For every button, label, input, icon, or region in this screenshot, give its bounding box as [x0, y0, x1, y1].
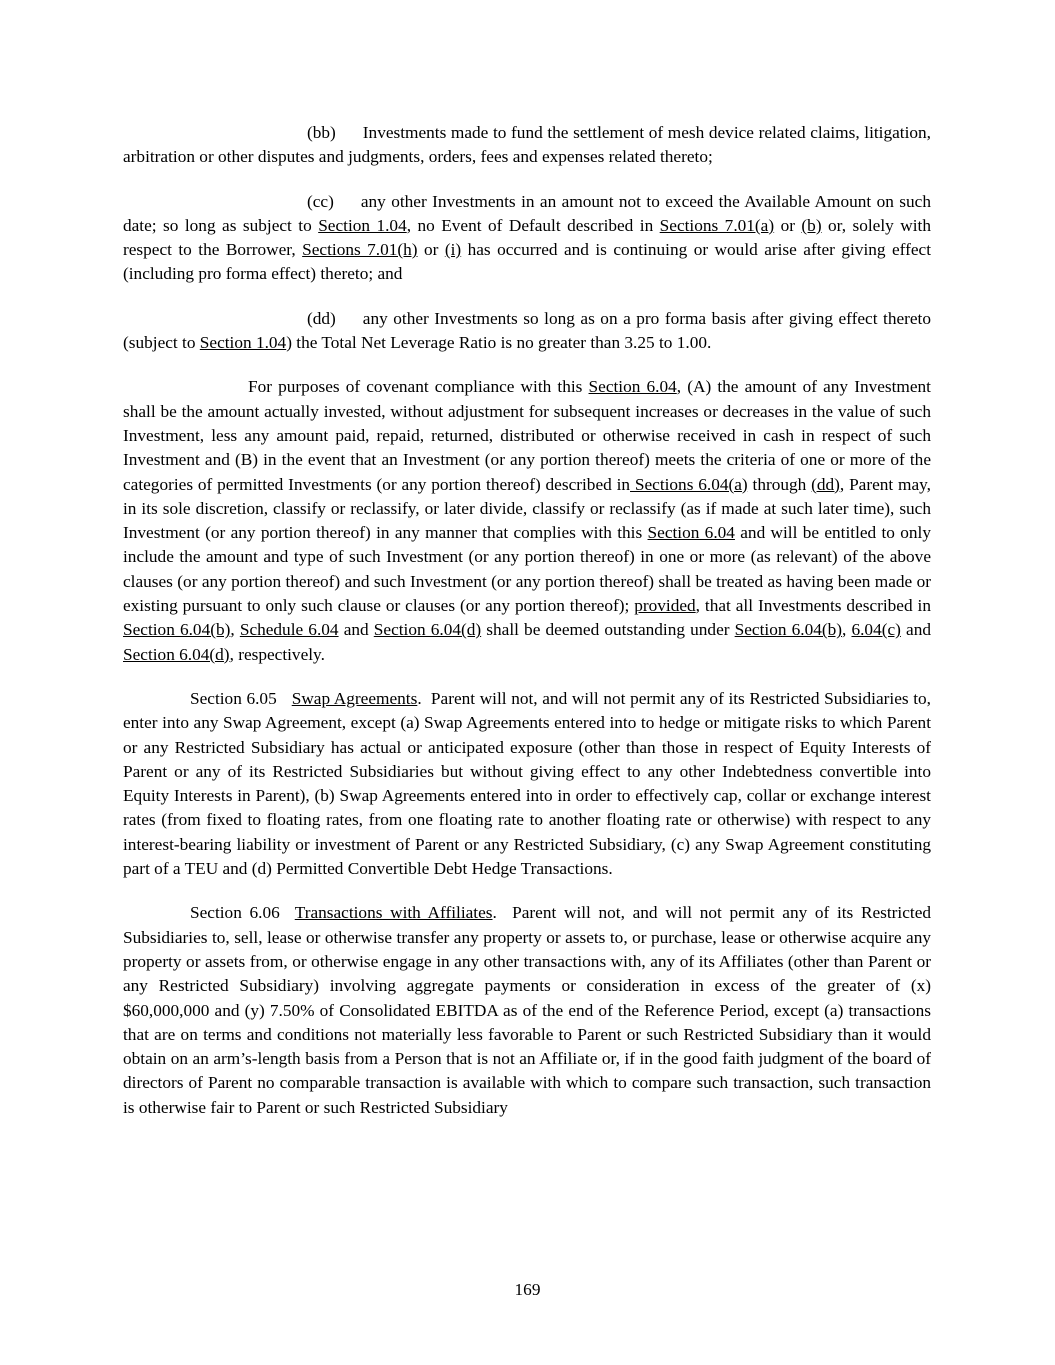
- text-run: or: [774, 215, 802, 235]
- underlined-reference: (i): [444, 240, 462, 260]
- clause-bb: [123, 121, 931, 170]
- underlined-reference: (b): [801, 215, 822, 235]
- underlined-reference: (dd): [811, 474, 840, 494]
- underlined-reference: Section 6.04: [588, 377, 677, 397]
- text-run: . Parent will not, and will not permit any of its Restricted Subsidiaries to, enter into any Swap Agreement, except (a) Swap Agreements entered into to hedge or mitigate risks to which Parent or any Restricted Subsidiary has actual or anticipated exposure (other than those in respect of Equity Interests of Parent or any of its Restricted Subsidiaries but without giving effect to any other Indebtedness convertible into Equity Interests in Parent), (b) Swap Agreements entered into in order to effectively cap, collar or exchange interest rates (from fixed to floating rates, from one floating rate to another floating rate or otherwise) with respect to any interest-bearing liability or investment of Parent or any Restricted Subsidiary, (c) any Swap Agreement constituting part of a TEU and (d) Permitted Convertible Debt Hedge Transactions.: [123, 688, 932, 879]
- section-6-06: [123, 901, 931, 1120]
- text-run: or: [417, 240, 445, 260]
- text-run: and: [338, 620, 374, 640]
- text-run: ,: [230, 620, 240, 640]
- text-run: . Parent will not, and will not permit any of its Restricted Subsidiaries to, sell, lease or otherwise transfer any property or assets to, or purchase, lease or otherwise acquire any property or assets from, or otherwise engage in any other transactions with, any of its Affiliates (other than Parent or any Restricted Subsidiary) involving aggregate payments or consideration in excess of the greater of (x) $60,000,000 and (y) 7.50% of Consolidated EBITDA as of the end of the Reference Period, except (a) transactions that are on terms and conditions not materially less favorable to Parent or such Restricted Subsidiary than it would obtain on an arm’s-length basis from a Person that is not an Affiliate or, if in the good faith judgment of the board of directors of Parent no comparable transaction is available with which to compare such transaction, such transaction is otherwise fair to Parent or such Restricted Subsidiary: [123, 903, 932, 1117]
- text-run: and will be entitled to only include the amount and type of such Investment (or any portion thereof) in one or more (as relevant) of the above clauses (or any portion thereof) and such Investment (or any portion thereof) shall be treated as having been made or existing pursuant to only such clause or clauses (or any portion thereof);: [123, 523, 931, 616]
- text-run: and: [900, 620, 931, 640]
- document-body: [123, 121, 931, 1140]
- text-run: , respectively.: [229, 644, 325, 664]
- underlined-reference: Sections 6.04(a): [630, 474, 748, 494]
- text-run: For purposes of covenant compliance with this: [248, 377, 589, 397]
- underlined-reference: Section 6.04(b): [734, 620, 843, 640]
- text-run: , that all Investments described in: [695, 596, 931, 616]
- underlined-reference: Section 1.04: [199, 333, 287, 353]
- text-run: Section 6.05: [190, 688, 277, 708]
- text-run: ,: [842, 620, 852, 640]
- text-run: any other Investments so long as on a pro forma basis after giving effect thereto (subject to: [123, 308, 931, 353]
- text-run: Investments made to fund the settlement of mesh device related claims, litigation, arbitration or other disputes and judgments, orders, fees and expenses related thereto;: [123, 123, 931, 167]
- underlined-reference: Section 1.04: [318, 215, 407, 235]
- underlined-reference: Section 6.04(b): [123, 620, 231, 640]
- clause-cc: [123, 190, 931, 287]
- underlined-reference: Swap Agreements: [291, 688, 418, 708]
- underlined-reference: Sections 7.01(h): [302, 240, 418, 260]
- underlined-reference: Section 6.04: [647, 523, 735, 543]
- page-number: 169: [514, 1280, 541, 1299]
- text-run: through: [747, 474, 812, 494]
- underlined-reference: Transactions with Affiliates: [294, 903, 493, 923]
- text-run: , Parent may, in its sole discretion, classify or reclassify, or later divide, classify or reclassify (as if made at such later time), such Investment (or any portion thereof) in any manner that complies with this: [123, 474, 932, 543]
- covenant-compliance-paragraph: [123, 375, 931, 667]
- underlined-reference: 6.04(c): [851, 620, 901, 640]
- text-run: Section 6.06: [190, 903, 280, 923]
- text-run: (dd): [307, 308, 336, 328]
- text-run: has occurred and is continuing or would arise after giving effect (including pro forma effect) thereto; and: [123, 240, 931, 284]
- underlined-reference: Section 6.04(d): [123, 644, 230, 664]
- text-run: or, solely with respect to the Borrower,: [123, 215, 931, 260]
- underlined-reference: provided: [634, 596, 696, 616]
- text-run: , (A) the amount of any Investment shall be the amount actually invested, without adjustment for subsequent increases or decreases in the value of such Investment, less any amount paid, repaid, returned, distributed or otherwise received in cash in respect of such Investment and (B) in the event that an Investment (or any portion thereof) meets the criteria of one or more of the categories of permitted Investments (or any portion thereof) described in: [123, 377, 931, 494]
- text-run: ) the Total Net Leverage Ratio is no greater than 3.25 to 1.00.: [286, 333, 712, 353]
- clause-dd: [123, 307, 931, 356]
- section-6-05: [123, 687, 931, 881]
- underlined-reference: Sections 7.01(a): [659, 215, 775, 235]
- underlined-reference: Schedule 6.04: [239, 620, 339, 640]
- text-run: shall be deemed outstanding under: [481, 620, 735, 640]
- underlined-reference: Section 6.04(d): [373, 620, 482, 640]
- text-run: , no Event of Default described in: [406, 215, 660, 235]
- text-run: (bb): [307, 123, 336, 142]
- text-run: (cc): [307, 191, 334, 211]
- text-run: any other Investments in an amount not to exceed the Available Amount on such date; so long as subject to: [123, 191, 931, 235]
